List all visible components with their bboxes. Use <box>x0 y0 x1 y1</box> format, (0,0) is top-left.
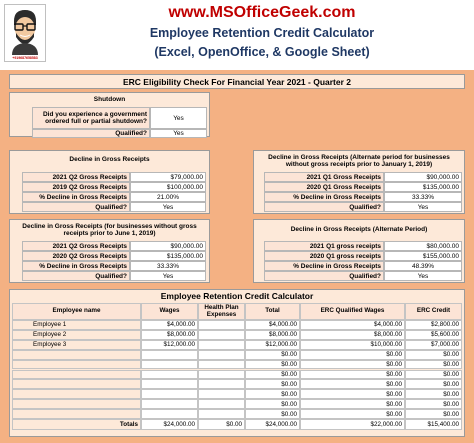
table-row-erc-credit-cell: $2,800.00 <box>405 320 462 330</box>
table-row-total-cell: $0.00 <box>245 360 300 370</box>
table-row-wages-cell[interactable]: $8,000.00 <box>141 330 198 340</box>
table-row-erc-qualified-wages-cell: $0.00 <box>300 389 405 399</box>
table-row-health-plan-expenses-cell[interactable] <box>198 320 245 330</box>
shutdown-heading: Shutdown <box>93 95 126 103</box>
table-row-erc-credit-cell: $0.00 <box>405 379 462 389</box>
table-row-erc-credit-cell: $0.00 <box>405 360 462 370</box>
decline-gross-heading: Decline in Gross Receipts <box>69 156 150 164</box>
decline-alt-2019-percent: 33.33% <box>384 192 462 202</box>
totals-employee-name-cell: Totals <box>12 419 141 430</box>
table-row-employee-name-cell[interactable]: Employee 1 <box>12 320 141 330</box>
table-row-total-cell: $12,000.00 <box>245 340 300 350</box>
table-row-employee-name-cell[interactable] <box>12 389 141 399</box>
decline-new-business-qualified-label: Qualified? <box>22 271 130 281</box>
decline-alt-2019-value[interactable]: $135,000.00 <box>384 182 462 192</box>
table-row-health-plan-expenses-cell[interactable] <box>198 330 245 340</box>
decline-alt-period-heading: Decline in Gross Receipts (Alternate Period) <box>290 226 428 234</box>
decline-alt-2019-qualified-label: Qualified? <box>264 202 384 212</box>
table-row-wages-cell[interactable] <box>141 379 198 389</box>
decline-gross-qualified-label: Qualified? <box>22 202 130 212</box>
table-row-total-cell: $0.00 <box>245 370 300 380</box>
column-header-erc-credit: ERC Credit <box>405 303 462 320</box>
decline-gross-percent: 21.00% <box>130 192 206 202</box>
table-row-erc-credit-cell: $5,600.00 <box>405 330 462 340</box>
table-row-health-plan-expenses-cell[interactable] <box>198 379 245 389</box>
decline-gross-qualified-value: Yes <box>130 202 206 212</box>
table-row-wages-cell[interactable] <box>141 370 198 380</box>
table-row-employee-name-cell[interactable] <box>12 350 141 360</box>
table-row-health-plan-expenses-cell[interactable] <box>198 360 245 370</box>
table-row-erc-qualified-wages-cell: $0.00 <box>300 379 405 389</box>
decline-new-business-value[interactable]: $135,000.00 <box>130 251 206 261</box>
decline-new-business-value[interactable]: $90,000.00 <box>130 241 206 251</box>
totals-erc-credit-cell: $15,400.00 <box>405 419 462 430</box>
decline-new-business-heading: Decline in Gross Receipts (for businesses without gross receipts prior to June 1, 2019) <box>22 222 197 237</box>
table-row-erc-qualified-wages-cell: $4,000.00 <box>300 320 405 330</box>
logo <box>4 4 46 62</box>
totals-erc-qualified-wages-cell: $22,000.00 <box>300 419 405 430</box>
table-row-erc-qualified-wages-cell: $0.00 <box>300 350 405 360</box>
decline-gross-value[interactable]: $100,000.00 <box>130 182 206 192</box>
table-row-health-plan-expenses-cell[interactable] <box>198 350 245 360</box>
table-row-erc-credit-cell: $7,000.00 <box>405 340 462 350</box>
decline-gross-label: 2019 Q2 Gross Receipts <box>22 182 130 192</box>
totals-wages-cell: $24,000.00 <box>141 419 198 430</box>
decline-alt-2019-label: 2020 Q1 Gross Receipts <box>264 182 384 192</box>
table-row-total-cell: $0.00 <box>245 409 300 419</box>
decline-alt-period-qualified-value: Yes <box>384 271 462 281</box>
calculator-title: Employee Retention Credit Calculator <box>160 290 314 301</box>
decline-new-business-label: 2020 Q2 Gross Receipts <box>22 251 130 261</box>
decline-gross-label: 2021 Q2 Gross Receipts <box>22 172 130 182</box>
table-row-employee-name-cell[interactable] <box>12 360 141 370</box>
decline-gross-value[interactable]: $79,000.00 <box>130 172 206 182</box>
shutdown-qualified-value: Yes <box>150 129 207 138</box>
decline-new-business-qualified-value: Yes <box>130 271 206 281</box>
decline-new-business-percent: 33.33% <box>130 261 206 271</box>
decline-alt-2019-heading: Decline in Gross Receipts (Alternate period for businesses without gross receipts prior to January 1, 2019) <box>268 153 450 168</box>
column-header-employee-name: Employee name <box>12 303 141 320</box>
decline-gross-label: % Decline in Gross Receipts <box>22 192 130 202</box>
decline-alt-period-value[interactable]: $155,000.00 <box>384 251 462 261</box>
table-row-wages-cell[interactable]: $4,000.00 <box>141 320 198 330</box>
decline-alt-2019-label: 2021 Q1 Gross Receipts <box>264 172 384 182</box>
totals-total-cell: $24,000.00 <box>245 419 300 430</box>
decline-alt-period-label: 2021 Q1 gross receipts <box>264 241 384 251</box>
geek-avatar-icon <box>8 7 42 55</box>
page-title: Employee Retention Credit Calculator <box>149 26 375 40</box>
column-header-erc-qualified-wages: ERC Qualified Wages <box>300 303 405 320</box>
totals-health-plan-expenses-cell: $0.00 <box>198 419 245 430</box>
table-row-wages-cell[interactable] <box>141 360 198 370</box>
table-row-wages-cell[interactable]: $12,000.00 <box>141 340 198 350</box>
decline-alt-period-percent: 48.39% <box>384 261 462 271</box>
table-row-total-cell: $0.00 <box>245 389 300 399</box>
decline-alt-2019-qualified-value: Yes <box>384 202 462 212</box>
table-row-health-plan-expenses-cell[interactable] <box>198 370 245 380</box>
table-row-employee-name-cell[interactable] <box>12 379 141 389</box>
site-title[interactable]: www.MSOfficeGeek.com <box>168 4 356 21</box>
table-row-health-plan-expenses-cell[interactable] <box>198 340 245 350</box>
decline-new-business-label: 2021 Q2 Gross Receipts <box>22 241 130 251</box>
table-row-erc-qualified-wages-cell: $10,000.00 <box>300 340 405 350</box>
table-row-erc-qualified-wages-cell: $0.00 <box>300 360 405 370</box>
table-row-employee-name-cell[interactable]: Employee 3 <box>12 340 141 350</box>
decline-alt-period-value[interactable]: $80,000.00 <box>384 241 462 251</box>
decline-alt-2019-label: % Decline in Gross Receipts <box>264 192 384 202</box>
decline-alt-2019-value[interactable]: $90,000.00 <box>384 172 462 182</box>
table-row-health-plan-expenses-cell[interactable] <box>198 389 245 399</box>
shutdown-answer[interactable]: Yes <box>150 107 207 129</box>
table-row-erc-qualified-wages-cell: $0.00 <box>300 370 405 380</box>
table-row-wages-cell[interactable] <box>141 389 198 399</box>
table-row-employee-name-cell[interactable] <box>12 399 141 409</box>
table-row-erc-credit-cell: $0.00 <box>405 389 462 399</box>
table-row-health-plan-expenses-cell[interactable] <box>198 399 245 409</box>
table-row-erc-credit-cell: $0.00 <box>405 409 462 419</box>
table-row-employee-name-cell[interactable] <box>12 409 141 419</box>
table-row-erc-qualified-wages-cell: $8,000.00 <box>300 330 405 340</box>
table-row-total-cell: $0.00 <box>245 399 300 409</box>
decline-alt-period-label: % Decline in Gross Receipts <box>264 261 384 271</box>
page-subtitle: (Excel, OpenOffice, & Google Sheet) <box>154 45 370 59</box>
table-row-erc-credit-cell: $0.00 <box>405 370 462 380</box>
table-row-wages-cell[interactable] <box>141 409 198 419</box>
decline-alt-period-label: 2020 Q1 gross receipts <box>264 251 384 261</box>
column-header-total: Total <box>245 303 300 320</box>
table-row-health-plan-expenses-cell[interactable] <box>198 409 245 419</box>
table-row-wages-cell[interactable] <box>141 350 198 360</box>
table-row-employee-name-cell[interactable]: Employee 2 <box>12 330 141 340</box>
table-row-total-cell: $0.00 <box>245 379 300 389</box>
table-row-wages-cell[interactable] <box>141 399 198 409</box>
table-row-total-cell: $0.00 <box>245 350 300 360</box>
shutdown-qualified-label: Qualified? <box>32 129 150 138</box>
shutdown-question: Did you experience a government ordered full or partial shutdown? <box>32 107 150 129</box>
table-row-erc-credit-cell: $0.00 <box>405 350 462 360</box>
table-row-total-cell: $4,000.00 <box>245 320 300 330</box>
decline-alt-period-qualified-label: Qualified? <box>264 271 384 281</box>
eligibility-title: ERC Eligibility Check For Financial Year 2021 - Quarter 2 <box>9 74 465 89</box>
table-row-erc-credit-cell: $0.00 <box>405 399 462 409</box>
table-row-employee-name-cell[interactable] <box>12 370 141 380</box>
header <box>0 0 474 70</box>
table-row-erc-qualified-wages-cell: $0.00 <box>300 409 405 419</box>
phone-number: +919687658583 <box>12 56 38 60</box>
column-header-wages: Wages <box>141 303 198 320</box>
column-header-health-plan-expenses: Health Plan Expenses <box>198 303 245 320</box>
table-row-total-cell: $8,000.00 <box>245 330 300 340</box>
table-row-erc-qualified-wages-cell: $0.00 <box>300 399 405 409</box>
decline-new-business-label: % Decline in Gross Receipts <box>22 261 130 271</box>
